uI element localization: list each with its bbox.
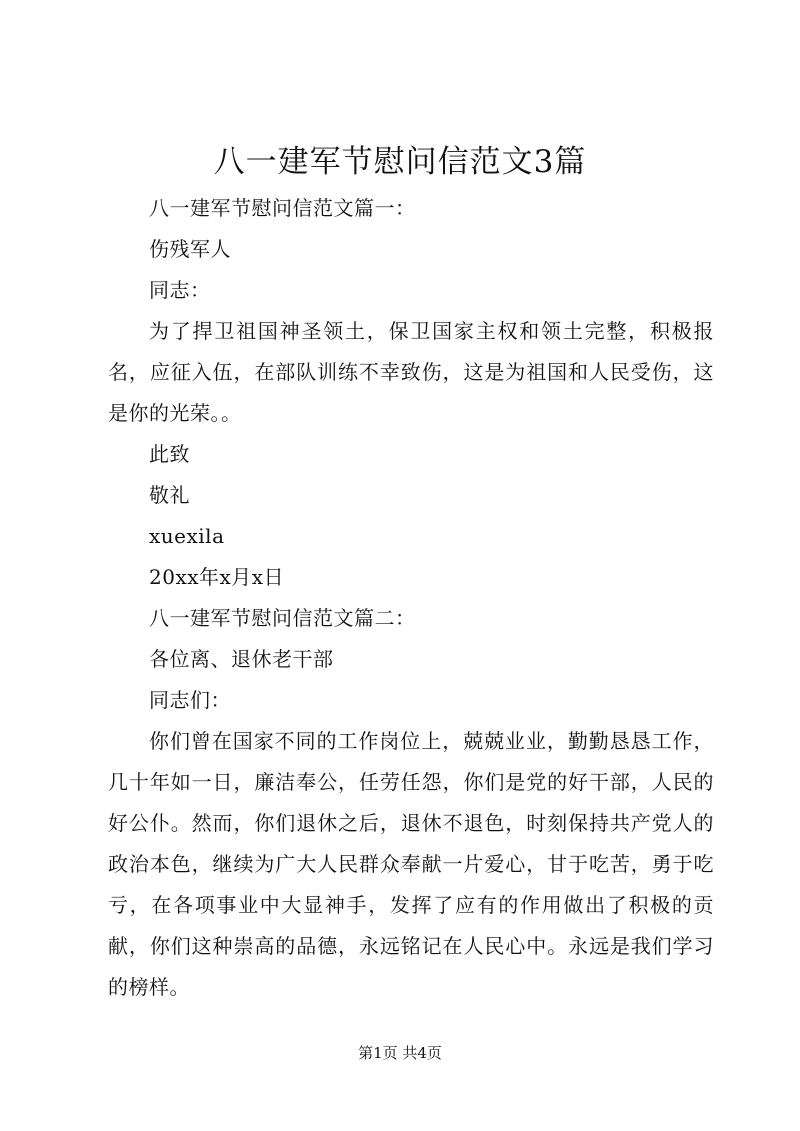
paragraph: 此致 xyxy=(149,442,190,466)
paragraph: 各位离、退休老干部 xyxy=(149,647,334,671)
paragraph: xuexila xyxy=(149,524,225,548)
paragraph: 为了捍卫祖国神圣领土，保卫国家主权和领土完整，积极报名，应征入伍，在部队训练不幸致伤，这是为祖国和人民受伤，这是你的光荣。。 xyxy=(108,319,714,425)
document-title: 八一建军节慰问信范文3篇 xyxy=(213,144,587,180)
page-number-footer: 第1页 共4页 xyxy=(358,1044,442,1062)
paragraph: 八一建军节慰问信范文篇一： xyxy=(149,196,416,220)
paragraph: 同志： xyxy=(149,278,211,302)
paragraph: 你们曾在国家不同的工作岗位上，兢兢业业，勤勤恳恳工作，几十年如一日，廉洁奉公，任劳任怨，你们是党的好干部，人民的好公仆。然而，你们退休之后，退休不退色，时刻保持共产党人的政治本色，继续为广大人民群众奉献一片爱心，甘于吃苦，勇于吃亏，在各项事业中大显神手，发挥了应有的作用做出了积极的贡献，你们这种崇高的品德，永远铭记在人民心中。永远是我们学习的榜样。 xyxy=(108,729,714,999)
paragraph: 同志们： xyxy=(149,688,231,712)
paragraph: 八一建军节慰问信范文篇二： xyxy=(149,606,416,630)
document-body xyxy=(108,188,714,1008)
paragraph: 敬礼 xyxy=(149,483,190,507)
paragraph: 伤残军人 xyxy=(149,237,231,261)
paragraph: 20xx年x月x日 xyxy=(149,565,285,589)
